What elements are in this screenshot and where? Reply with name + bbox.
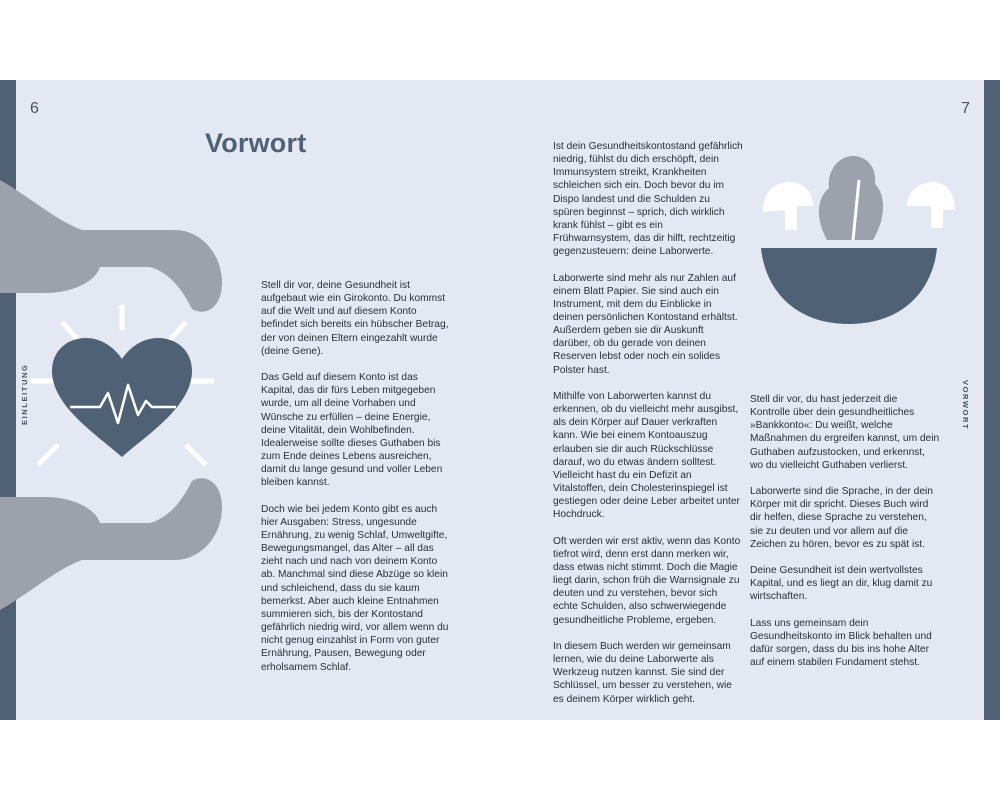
text-column-right <box>750 393 940 682</box>
paragraph: In diesem Buch werden wir gemeinsam lernen, wie du deine Laborwerte als Werkzeug nutzen kannst. Sie sind der Schlüssel, um besser zu verstehen, wie es deinem Körper wirklich geht. <box>553 640 732 705</box>
side-label-einleitung: EINLEITUNG <box>20 363 29 425</box>
paragraph: Ist dein Gesundheitskontostand gefährlich niedrig, fühlst du dich erschöpft, dein Immunsystem streikt, Krankheiten schleichen sich ein. Doch bevor du im Dispo landest und die Schulden zu spüren beginnst – sprich, dich wirklich krank fühlst – gibt es ein Frühwarnsystem, das dir hilft, rechtzeitig gegenzusteuern: deine Laborwerte. <box>553 141 743 258</box>
paragraph: Lass uns gemeinsam dein Gesundheitskonto im Blick behalten und dafür sorgen, dass du bis ins hohe Alter auf einem stabilen Fundament stehst. <box>750 617 932 669</box>
text-column-left <box>261 279 451 687</box>
salad-bowl-icon <box>755 140 955 330</box>
page-number-left: 6 <box>30 100 39 117</box>
paragraph: Das Geld auf diesem Konto ist das Kapital, das dir fürs Leben mitgegeben wurde, um all deine Vorhaben und Wünsche zu erfüllen – deine Energie, deine Vitalität, dein Wohlbefinden. Idealerweise sollte dieses Guthaben bis zum Ende deines Lebens ausreichen, damit du lange gesund und voller Leben bleiben kannst. <box>261 372 443 489</box>
paragraph: Laborwerte sind mehr als nur Zahlen auf einem Blatt Papier. Sie sind auch ein Instrument, mit dem du Einblicke in deinen persönlichen Kontostand erhältst. Außerdem geben sie dir Auskunft darüber, ob du gerade von deinen Reserven lebst oder noch ein solides Polster hast. <box>553 272 738 376</box>
paragraph: Mithilfe von Laborwerten kannst du erkennen, ob du vielleicht mehr ausgibst, als dein Körper auf Dauer verkraften kann. Wie bei einem Kontoauszug erlauben sie dir auch Rückschlüsse darauf, wo du etwas ändern solltest. Vielleicht hast du ein Defizit an Vitalstoffen, dein Cholesterinspiegel ist gestiegen oder deine Leber arbeitet unter Hochdruck. <box>553 390 740 521</box>
page-title: Vorwort <box>205 128 307 158</box>
hands-heart-icon <box>0 175 250 635</box>
page-number-right: 7 <box>961 100 970 117</box>
text-column-middle <box>553 140 743 719</box>
paragraph: Deine Gesundheit ist dein wertvollstes Kapital, und es liegt an dir, klug damit zu wirtschaften. <box>750 565 933 603</box>
paragraph: Stell dir vor, du hast jederzeit die Kontrolle über dein gesundheitliches »Bankkonto«: Du weißt, welche Maßnahmen du ergreifen kannst, um dein Guthaben aufzustocken, und erkennst, wo du vielleicht Guthaben verlierst. <box>750 394 940 471</box>
right-edge-bar <box>984 80 1000 720</box>
book-spread <box>0 80 1000 720</box>
paragraph: Laborwerte sind die Sprache, in der dein Körper mit dir spricht. Dieses Buch wird dir helfen, diese Sprache zu verstehen, sie zu deuten und vor allem auf die Zeichen zu hören, bevor es zu spät ist. <box>750 486 933 550</box>
paragraph: Doch wie bei jedem Konto gibt es auch hier Ausgaben: Stress, ungesunde Ernährung, zu wenig Schlaf, Umweltgifte, Bewegungsmangel, das Alter – all das zieht nach und nach von deinem Konto ab. Manchmal sind diese Abzüge so klein und schleichend, dass du sie kaum bemerkst. Aber auch kleine Entnahmen summieren sich, bis der Kontostand gefährlich niedrig wird, vor allem wenn du nicht genug einzahlst in Form von guter Ernährung, Pausen, Bewegung oder erholsamem Schlaf. <box>261 503 449 673</box>
paragraph: Oft werden wir erst aktiv, wenn das Konto tiefrot wird, denn erst dann merken wir, dass etwas nicht stimmt. Doch die Magie liegt darin, schon früh die Warnsignale zu deuten und zu verstehen, bevor sich echte Schulden, also schwerwiegende gesundheitliche Probleme, ergeben. <box>553 535 741 626</box>
side-label-vorwort: VORWORT <box>961 380 970 431</box>
paragraph: Stell dir vor, deine Gesundheit ist aufgebaut wie ein Girokonto. Du kommst auf die Welt und auf diesem Konto befindet sich bereits ein hübscher Betrag, der von deinen Eltern eingezahlt wurde (deine Gene). <box>261 280 449 357</box>
